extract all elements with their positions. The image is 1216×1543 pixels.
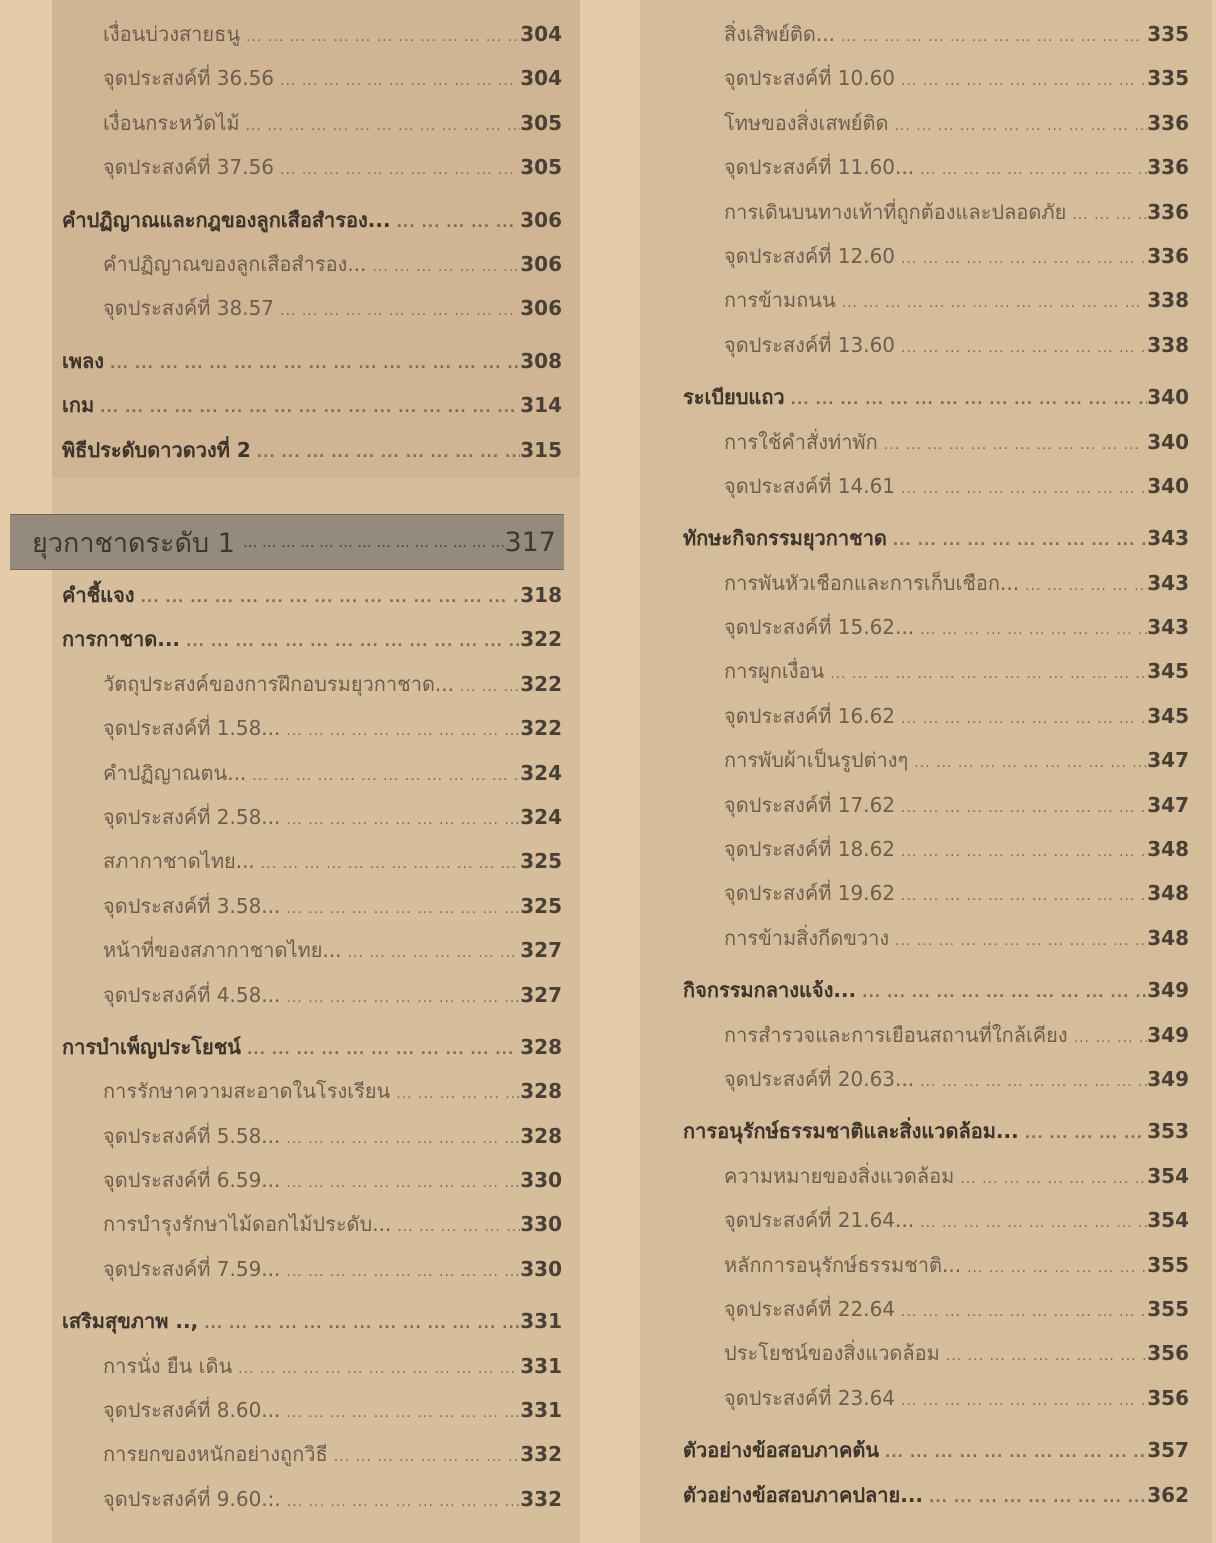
dot-leader <box>274 289 520 333</box>
dot-leader <box>280 1161 520 1205</box>
dot-leader <box>255 842 520 886</box>
dot-leader <box>895 237 1147 281</box>
entry-title: จุดประสงค์ที่ 2.58... <box>103 804 281 829</box>
entry-title: การเดินบนทางเท้าที่ถูกต้องและปลอดภัย <box>724 199 1067 224</box>
dot-leader <box>889 919 1147 963</box>
entry-page-number: 353 <box>1147 1119 1189 1144</box>
toc-section-entry[interactable] <box>683 375 1189 419</box>
entry-title: หน้าที่ของสภากาชาดไทย... <box>103 938 342 963</box>
entry-page-number: 306 <box>520 296 562 321</box>
dot-leader <box>954 1157 1147 1201</box>
dot-leader <box>251 431 521 475</box>
toc-entry[interactable] <box>683 464 1189 508</box>
toc-section-entry[interactable] <box>62 573 562 617</box>
toc-entry[interactable] <box>62 1344 562 1388</box>
toc-section-entry[interactable] <box>62 198 562 242</box>
entry-page-number: 318 <box>520 583 562 607</box>
entry-page-number: 336 <box>1147 110 1189 135</box>
toc-entry[interactable] <box>683 1243 1189 1287</box>
entry-page-number: 349 <box>1147 1066 1189 1091</box>
entry-page-number: 306 <box>520 251 562 276</box>
dot-leader <box>923 1476 1147 1520</box>
dot-leader <box>1068 1016 1148 1060</box>
entry-title: การผูกเงื่อน <box>724 659 825 684</box>
dot-leader <box>280 976 520 1020</box>
entry-title: จุดประสงค์ที่ 1.58... <box>103 716 281 741</box>
toc-entry[interactable] <box>62 1114 562 1158</box>
dot-leader <box>454 665 520 709</box>
entry-page-number: 355 <box>1147 1252 1189 1277</box>
entry-page-number: 336 <box>1147 243 1189 268</box>
dot-leader <box>281 1480 520 1524</box>
entry-page-number: 322 <box>520 716 562 741</box>
dot-leader <box>836 281 1148 325</box>
dot-leader <box>280 798 520 842</box>
dot-leader <box>895 467 1147 511</box>
entry-page-number: 324 <box>520 804 562 829</box>
dot-leader <box>1066 193 1147 237</box>
dot-leader <box>914 148 1147 192</box>
entry-title: เงื่อนบ่วงสายธนู <box>103 22 241 46</box>
entry-page-number: 349 <box>1147 1022 1189 1047</box>
entry-title: การนั่ง ยืน เดิน <box>103 1353 233 1378</box>
entry-title: จุดประสงค์ที่ 21.64... <box>724 1208 915 1233</box>
entry-page-number: 335 <box>1147 22 1189 46</box>
toc-entry[interactable] <box>62 973 562 1017</box>
entry-page-number: 306 <box>520 207 562 232</box>
part-header-title: ยุวกาชาดระดับ 1 <box>32 527 235 559</box>
entry-title: จุดประสงค์ที่ 15.62... <box>724 615 915 640</box>
dot-leader <box>328 1435 521 1479</box>
entry-page-number: 356 <box>1147 1385 1189 1410</box>
entry-title: จุดประสงค์ที่ 8.60... <box>103 1398 281 1423</box>
toc-entry[interactable] <box>683 234 1189 278</box>
dot-leader <box>908 741 1147 785</box>
entry-title: จุดประสงค์ที่ 36.56 <box>103 66 275 91</box>
entry-title: จุดประสงค์ที่ 37.56 <box>103 155 275 180</box>
entry-page-number: 322 <box>520 671 562 696</box>
dot-leader <box>240 104 521 148</box>
dot-leader <box>856 971 1147 1015</box>
dot-leader <box>914 1060 1147 1104</box>
dot-leader <box>104 342 520 386</box>
toc-section-entry[interactable] <box>683 1473 1189 1517</box>
entry-title: การกาชาด... <box>62 627 181 652</box>
entry-page-number: 356 <box>1147 1341 1189 1366</box>
toc-entry[interactable] <box>683 1154 1189 1198</box>
dot-leader <box>274 148 520 192</box>
toc-entry[interactable] <box>62 839 562 883</box>
toc-entry[interactable] <box>683 561 1189 605</box>
toc-entry[interactable] <box>62 12 562 56</box>
entry-title: พิธีประดับดาวดวงที่ 2 <box>62 437 251 462</box>
entry-title: สิ่งเสิพย์ติด... <box>724 22 835 46</box>
toc-entry[interactable] <box>683 827 1189 871</box>
dot-leader <box>246 754 520 798</box>
dot-leader <box>785 378 1148 422</box>
toc-entry[interactable] <box>62 662 562 706</box>
entry-page-number: 354 <box>1147 1163 1189 1188</box>
dot-leader <box>895 326 1147 370</box>
dot-leader <box>232 1347 520 1391</box>
toc-entry[interactable] <box>683 916 1189 960</box>
toc-entry[interactable] <box>62 1432 562 1476</box>
dot-leader <box>135 576 521 620</box>
entry-page-number: 348 <box>1147 925 1189 950</box>
entry-page-number: 331 <box>520 1398 562 1423</box>
entry-page-number: 325 <box>520 849 562 874</box>
entry-title: ประโยชน์ของสิ่งแวดล้อม <box>724 1341 940 1366</box>
entry-page-number: 343 <box>1147 615 1189 640</box>
toc-entry[interactable] <box>683 12 1189 56</box>
toc-section-entry[interactable] <box>683 1109 1189 1153</box>
dot-leader <box>895 59 1147 103</box>
entry-title: การอนุรักษ์ธรรมชาติและสิ่งแวดล้อม... <box>683 1119 1019 1144</box>
entry-page-number: 327 <box>520 938 562 963</box>
toc-section-entry[interactable] <box>62 617 562 661</box>
entry-page-number: 304 <box>520 22 562 46</box>
entry-page-number: 340 <box>1147 385 1189 410</box>
entry-title: คำปฏิญาณและกฎของลูกเสือสำรอง... <box>62 207 391 232</box>
entry-title: การพับผ้าเป็นรูปต่างๆ <box>724 748 909 773</box>
entry-page-number: 336 <box>1147 155 1189 180</box>
entry-page-number: 331 <box>520 1309 562 1334</box>
toc-entry[interactable] <box>62 706 562 750</box>
entry-page-number: 343 <box>1147 570 1189 595</box>
dot-leader <box>280 1117 520 1161</box>
dot-leader <box>895 830 1147 874</box>
toc-section-entry[interactable] <box>62 383 562 427</box>
toc-entry[interactable] <box>683 323 1189 367</box>
entry-title: การใช้คำสั่งท่าพัก <box>724 429 878 454</box>
entry-page-number: 355 <box>1147 1296 1189 1321</box>
dot-leader <box>342 931 521 975</box>
entry-title: จุดประสงค์ที่ 5.58... <box>103 1123 281 1148</box>
toc-left-bottom <box>62 573 562 1521</box>
entry-title: การรักษาความสะอาดในโรงเรียน <box>103 1079 391 1104</box>
entry-title: จุดประสงค์ที่ 3.58... <box>103 893 281 918</box>
toc-entry[interactable] <box>683 1331 1189 1375</box>
dot-leader <box>895 697 1147 741</box>
entry-page-number: 347 <box>1147 748 1189 773</box>
entry-title: จุดประสงค์ที่ 22.64 <box>724 1296 896 1321</box>
entry-page-number: 330 <box>520 1256 562 1281</box>
entry-page-number: 354 <box>1147 1208 1189 1233</box>
toc-entry[interactable] <box>683 278 1189 322</box>
toc-entry[interactable] <box>62 1247 562 1291</box>
entry-title: จุดประสงค์ที่ 16.62 <box>724 703 896 728</box>
toc-entry[interactable] <box>683 783 1189 827</box>
toc-entry[interactable] <box>62 242 562 286</box>
entry-title: เสริมสุขภาพ .., <box>62 1309 199 1334</box>
entry-title: ทักษะกิจกรรมยุวกาชาด <box>683 526 887 551</box>
toc-entry[interactable] <box>683 694 1189 738</box>
entry-page-number: 315 <box>520 437 562 462</box>
entry-title: กิจกรรมกลางแจ้ง... <box>683 978 857 1003</box>
toc-entry[interactable] <box>683 605 1189 649</box>
entry-title: จุดประสงค์ที่ 9.60.:. <box>103 1486 281 1511</box>
toc-section-entry[interactable] <box>62 1299 562 1343</box>
dot-leader <box>180 620 520 664</box>
entry-title: การยกของหนักอย่างถูกวิธี <box>103 1442 328 1467</box>
part-header[interactable] <box>10 514 564 570</box>
toc-entry[interactable] <box>683 1057 1189 1101</box>
toc-entry[interactable] <box>683 190 1189 234</box>
dot-leader <box>940 1334 1147 1378</box>
toc-section-entry[interactable] <box>683 968 1189 1012</box>
dot-leader <box>274 59 520 103</box>
toc-entry[interactable] <box>62 1069 562 1113</box>
toc-entry[interactable] <box>62 1477 562 1521</box>
entry-title: สภากาชาดไทย... <box>103 849 255 874</box>
entry-title: โทษของสิ่งเสพย์ติด <box>724 110 889 135</box>
entry-title: จุดประสงค์ที่ 23.64 <box>724 1385 896 1410</box>
toc-section-entry[interactable] <box>62 339 562 383</box>
dot-leader <box>895 786 1147 830</box>
entry-page-number: 328 <box>520 1123 562 1148</box>
entry-title: จุดประสงค์ที่ 13.60 <box>724 332 896 357</box>
toc-entry[interactable] <box>62 795 562 839</box>
entry-page-number: 328 <box>520 1034 562 1059</box>
toc-entry[interactable] <box>62 145 562 189</box>
entry-title: การสำรวจและการเยือนสถานที่ใกล้เคียง <box>724 1022 1068 1047</box>
entry-title: คำปฏิญาณของลูกเสือสำรอง... <box>103 251 367 276</box>
entry-title: จุดประสงค์ที่ 19.62 <box>724 881 896 906</box>
entry-page-number: 336 <box>1147 199 1189 224</box>
entry-page-number: 349 <box>1147 978 1189 1003</box>
toc-entry[interactable] <box>683 649 1189 693</box>
dot-leader <box>878 423 1148 467</box>
toc-entry[interactable] <box>62 884 562 928</box>
entry-page-number: 332 <box>520 1486 562 1511</box>
entry-title: การบำรุงรักษาไม้ดอกไม้ประดับ... <box>103 1212 392 1237</box>
entry-title: จุดประสงค์ที่ 4.58... <box>103 982 281 1007</box>
toc-entry[interactable] <box>62 1388 562 1432</box>
entry-page-number: 328 <box>520 1079 562 1104</box>
dot-leader <box>824 652 1147 696</box>
toc-left-top <box>62 12 562 472</box>
toc-entry[interactable] <box>683 420 1189 464</box>
toc-section-entry[interactable] <box>683 516 1189 560</box>
dot-leader <box>241 1028 520 1072</box>
entry-page-number: 327 <box>520 982 562 1007</box>
dot-leader <box>895 1379 1147 1423</box>
entry-title: ตัวอย่างข้อสอบภาคปลาย... <box>683 1482 924 1507</box>
dot-leader <box>879 1431 1147 1475</box>
dot-leader <box>895 1290 1147 1334</box>
entry-title: การพันหัวเชือกและการเก็บเชือก... <box>724 570 1020 595</box>
dot-leader <box>895 874 1147 918</box>
dot-leader <box>94 386 520 430</box>
toc-section-entry[interactable] <box>62 1025 562 1069</box>
dot-leader <box>240 15 520 59</box>
toc-entry[interactable] <box>62 928 562 972</box>
toc-entry[interactable] <box>62 1158 562 1202</box>
dot-leader <box>391 201 521 245</box>
dot-leader <box>888 104 1147 148</box>
entry-page-number: 305 <box>520 155 562 180</box>
entry-page-number: 338 <box>1147 288 1189 313</box>
entry-page-number: 348 <box>1147 837 1189 862</box>
dot-leader <box>391 1205 520 1249</box>
toc-entry[interactable] <box>62 101 562 145</box>
toc-entry[interactable] <box>62 1202 562 1246</box>
entry-page-number: 305 <box>520 110 562 135</box>
entry-title: คำปฏิญาณตน... <box>103 760 247 785</box>
entry-title: ความหมายของสิ่งแวดล้อม <box>724 1163 955 1188</box>
entry-title: จุดประสงค์ที่ 20.63... <box>724 1066 915 1091</box>
dot-leader <box>914 1201 1147 1245</box>
entry-title: การข้ามสิ่งกีดขวาง <box>724 925 890 950</box>
dot-leader <box>280 709 520 753</box>
toc-entry[interactable] <box>62 751 562 795</box>
entry-page-number: 325 <box>520 893 562 918</box>
toc-entry[interactable] <box>683 871 1189 915</box>
entry-title: ตัวอย่างข้อสอบภาคต้น <box>683 1438 879 1463</box>
dot-leader <box>835 15 1147 59</box>
entry-title: จุดประสงค์ที่ 7.59... <box>103 1256 281 1281</box>
entry-page-number: 347 <box>1147 792 1189 817</box>
entry-page-number: 338 <box>1147 332 1189 357</box>
toc-right <box>683 12 1189 1517</box>
part-header-page: 317 <box>504 526 556 558</box>
entry-page-number: 343 <box>1147 526 1189 551</box>
dot-leader <box>198 1302 520 1346</box>
entry-title: การบำเพ็ญประโยชน์ <box>62 1034 241 1059</box>
entry-page-number: 345 <box>1147 703 1189 728</box>
entry-title: จุดประสงค์ที่ 11.60... <box>724 155 915 180</box>
entry-page-number: 330 <box>520 1168 562 1193</box>
toc-entry[interactable] <box>683 145 1189 189</box>
entry-title: จุดประสงค์ที่ 14.61 <box>724 473 896 498</box>
dot-leader <box>1019 1112 1148 1156</box>
entry-title: วัตถุประสงค์ของการฝึกอบรมยุวกาชาด... <box>103 671 455 696</box>
toc-entry[interactable] <box>683 56 1189 100</box>
entry-page-number: 322 <box>520 627 562 652</box>
dot-leader <box>1019 564 1147 608</box>
dot-leader <box>280 887 520 931</box>
entry-title: จุดประสงค์ที่ 6.59... <box>103 1168 281 1193</box>
entry-page-number: 340 <box>1147 473 1189 498</box>
entry-title: เพลง <box>62 348 105 373</box>
entry-page-number: 345 <box>1147 659 1189 684</box>
entry-title: เกม <box>62 393 95 418</box>
entry-page-number: 304 <box>520 66 562 91</box>
dot-leader <box>390 1072 520 1116</box>
dot-leader <box>280 1391 520 1435</box>
entry-title: จุดประสงค์ที่ 38.57 <box>103 296 275 321</box>
entry-page-number: 324 <box>520 760 562 785</box>
entry-page-number: 314 <box>520 393 562 418</box>
entry-title: เงื่อนกระหวัดไม้ <box>103 110 240 135</box>
entry-page-number: 362 <box>1147 1482 1189 1507</box>
entry-page-number: 308 <box>520 348 562 373</box>
dot-leader <box>366 245 520 289</box>
dot-leader <box>887 519 1147 563</box>
toc-entry[interactable] <box>62 56 562 100</box>
toc-entry[interactable] <box>683 738 1189 782</box>
toc-section-entry[interactable] <box>683 1428 1189 1472</box>
toc-entry[interactable] <box>683 1376 1189 1420</box>
entry-title: จุดประสงค์ที่ 12.60 <box>724 243 896 268</box>
entry-title: หลักการอนุรักษ์ธรรมชาติ... <box>724 1252 962 1277</box>
dot-leader <box>961 1246 1147 1290</box>
toc-entry[interactable] <box>683 1013 1189 1057</box>
toc-entry[interactable] <box>683 1198 1189 1242</box>
toc-entry[interactable] <box>683 101 1189 145</box>
entry-title: จุดประสงค์ที่ 17.62 <box>724 792 896 817</box>
entry-title: จุดประสงค์ที่ 10.60 <box>724 66 896 91</box>
entry-title: คำชี้แจง <box>62 583 135 607</box>
toc-entry[interactable] <box>683 1287 1189 1331</box>
entry-page-number: 335 <box>1147 66 1189 91</box>
dot-leader <box>280 1250 520 1294</box>
entry-page-number: 330 <box>520 1212 562 1237</box>
toc-section-entry[interactable] <box>62 428 562 472</box>
entry-title: ระเบียบแถว <box>683 385 785 410</box>
entry-page-number: 357 <box>1147 1438 1189 1463</box>
toc-entry[interactable] <box>62 286 562 330</box>
dot-leader <box>914 608 1147 652</box>
entry-page-number: 340 <box>1147 429 1189 454</box>
dot-leader <box>235 533 505 551</box>
entry-page-number: 348 <box>1147 881 1189 906</box>
entry-title: จุดประสงค์ที่ 18.62 <box>724 837 896 862</box>
entry-page-number: 331 <box>520 1353 562 1378</box>
entry-title: การข้ามถนน <box>724 288 836 313</box>
entry-page-number: 332 <box>520 1442 562 1467</box>
